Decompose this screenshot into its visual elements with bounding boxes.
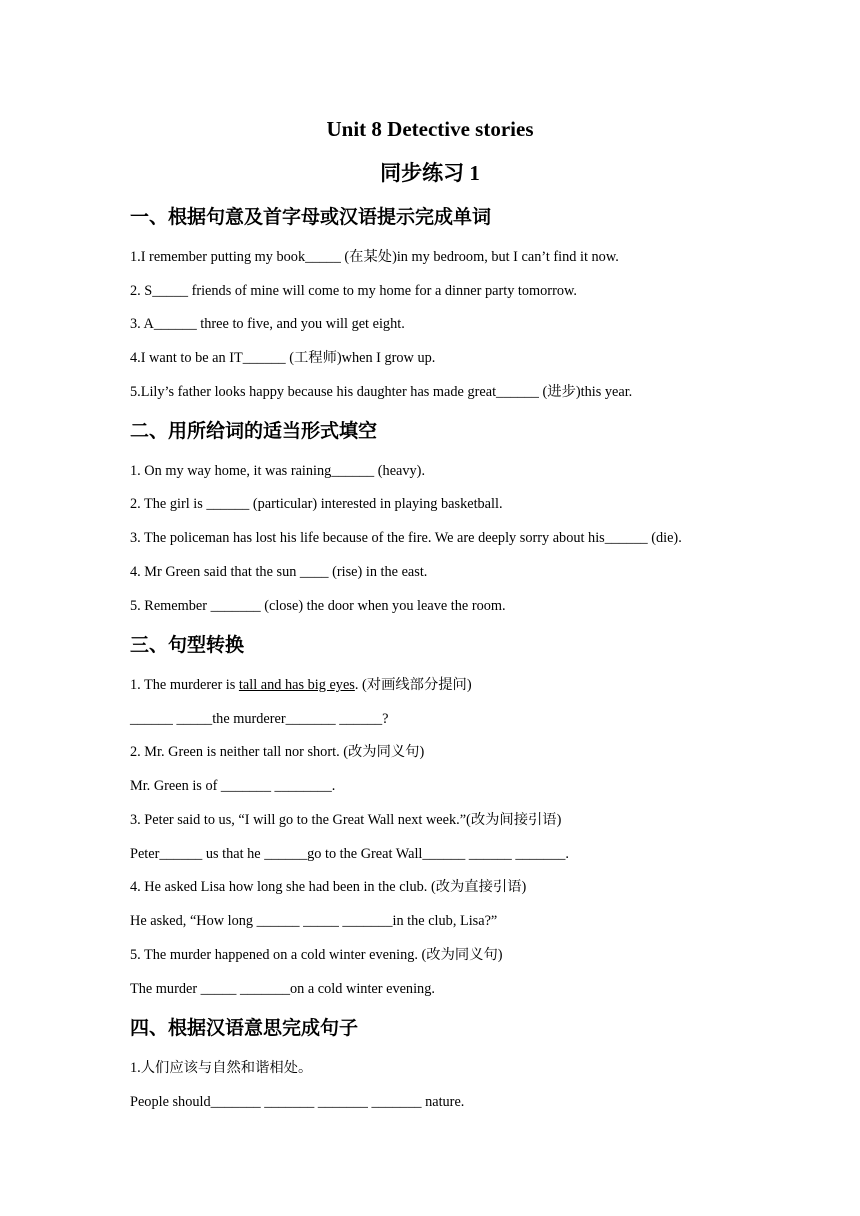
section-4-heading: 四、根据汉语意思完成句子 <box>130 1017 359 1039</box>
section-3-line-9: The murder _____ _______on a cold winter evening. <box>130 981 435 997</box>
q1-underlined-phrase: tall and has big eyes <box>238 677 355 693</box>
section-4-item-1: 1.人们应该与自然和谐相处。 <box>130 1060 313 1076</box>
section-1-item-5: 5.Lily’s father looks happy because his daughter has made great______ (进步)this year. <box>130 384 633 400</box>
section-3-line-2: 2. Mr. Green is neither tall nor short. (改为同义句) <box>130 744 425 760</box>
section-3-question-1 <box>130 676 472 694</box>
document-subtitle: 同步练习 1 <box>380 161 480 185</box>
section-3-heading: 三、句型转换 <box>130 634 245 656</box>
section-1-item-2: 2. S_____ friends of mine will come to my home for a dinner party tomorrow. <box>130 283 577 299</box>
section-4-item-2: People should_______ _______ _______ _______ nature. <box>130 1094 465 1110</box>
section-1-item-3: 3. A______ three to five, and you will get eight. <box>130 316 405 332</box>
section-2-item-1: 1. On my way home, it was raining______ (heavy). <box>130 463 426 479</box>
section-2-item-3: 3. The policeman has lost his life because of the fire. We are deeply sorry about his______ (die). <box>130 530 682 546</box>
section-1-item-4: 4.I want to be an IT______ (工程师)when I grow up. <box>130 350 436 366</box>
document-title: Unit 8 Detective stories <box>326 117 534 141</box>
section-2-item-5: 5. Remember _______ (close) the door when you leave the room. <box>130 598 506 614</box>
section-3-line-4: 3. Peter said to us, “I will go to the Great Wall next week.”(改为间接引语) <box>130 812 562 828</box>
section-3-line-6: 4. He asked Lisa how long she had been in the club. (改为直接引语) <box>130 879 527 895</box>
section-3-line-3: Mr. Green is of _______ ________. <box>130 778 336 794</box>
section-2-item-4: 4. Mr Green said that the sun ____ (rise) in the east. <box>130 564 428 580</box>
q1-text-after: . (对画线部分提问) <box>354 677 472 693</box>
section-2-heading: 二、用所给词的适当形式填空 <box>130 420 378 442</box>
section-3-line-7: He asked, “How long ______ _____ _______in the club, Lisa?” <box>130 913 498 929</box>
section-2-item-2: 2. The girl is ______ (particular) interested in playing basketball. <box>130 496 503 512</box>
section-1-item-1: 1.I remember putting my book_____ (在某处)in my bedroom, but I can’t find it now. <box>130 249 619 265</box>
section-3-line-8: 5. The murder happened on a cold winter evening. (改为同义句) <box>130 947 503 963</box>
section-1-heading: 一、根据句意及首字母或汉语提示完成单词 <box>130 206 492 228</box>
section-3-line-5: Peter______ us that he ______go to the Great Wall______ ______ _______. <box>130 846 569 862</box>
q1-text-before: 1. The murderer is <box>130 677 239 693</box>
section-3-line-1: ______ _____the murderer_______ ______? <box>130 711 389 727</box>
